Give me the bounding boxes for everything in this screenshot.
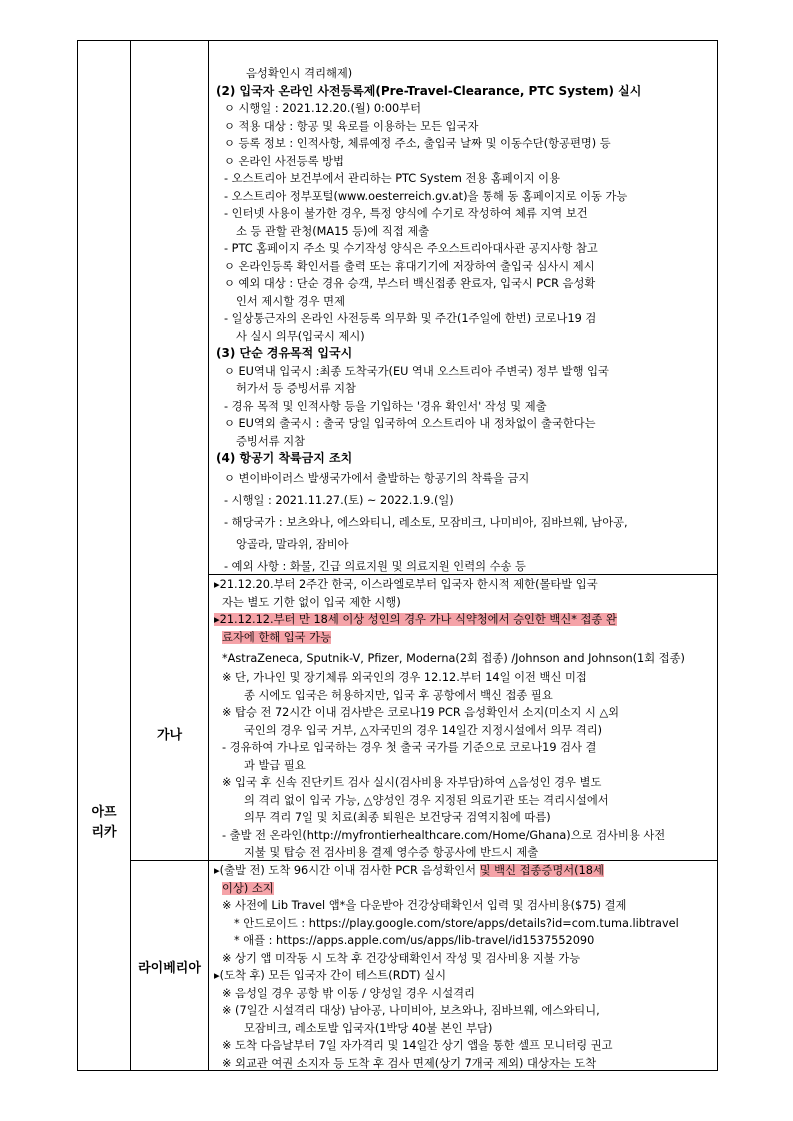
policy-table [77, 40, 718, 1071]
text-line: ※ 탑승 전 72시간 이내 검사받은 코로나19 PCR 음성확인서 소지(미소지 시 △외 [222, 706, 620, 719]
text-line: ㅇ 온라인등록 확인서를 출력 또는 휴대기기에 저장하여 출입국 심사시 제시 [224, 259, 595, 273]
text-line: - 경유하여 가나로 입국하는 경우 첫 출국 국가를 기준으로 코로나19 검사 결 [222, 741, 597, 754]
text-line: ▸(도착 후) 모든 입국자 간이 테스트(RDT) 실시 [214, 969, 446, 982]
text-line: 의무 격리 7일 및 치료(최종 퇴원은 보건당국 검역지침에 따름) [244, 811, 551, 824]
text-line: - 오스트리아 정부포털(www.oesterreich.gv.at)을 통해 동 홈페이지로 이동 가능 [224, 189, 628, 203]
text-line: * 안드로이드 : https://play.google.com/store/apps/details?id=com.tuma.libtravel [234, 916, 679, 930]
text-line: 음성확인시 격리해제) [246, 67, 353, 80]
section-heading: (2) 입국자 온라인 사전등록제(Pre-Travel-Clearance, PTC System) 실시 [216, 83, 642, 98]
text-line: 지불 및 탑승 전 검사비용 결제 영수증 항공사에 반드시 제출 [244, 846, 539, 859]
highlight-text: 이상) 소지 [222, 881, 274, 895]
text-line: ※ 상기 앱 미작동 시 도착 후 건강상태확인서 작성 및 검사비용 지불 가능 [222, 951, 581, 965]
text-line: 증빙서류 지참 [236, 434, 306, 448]
text-line: ※ 단, 가나인 및 장기체류 외국인의 경우 12.12.부터 14일 이전 백신 미접 [222, 671, 587, 684]
highlight-text: 료자에 한해 입국 가능 [222, 630, 331, 644]
text-line-highlight [214, 611, 714, 629]
austria-content [216, 65, 714, 578]
text-line: 소 등 관할 관청(MA15 등)에 직접 제출 [236, 224, 430, 238]
text-line: - 인터넷 사용이 불가한 경우, 특정 양식에 수기로 작성하여 체류 지역 보건 [224, 207, 588, 220]
text-line: ※ 사전에 Lib Travel 앱*을 다운받아 건강상태확인서 입력 및 검사비용($75) 결제 [222, 899, 627, 912]
text-line: 앙골라, 말라위, 잠비아 [236, 537, 349, 551]
ghana-content [214, 576, 714, 862]
liberia-content [214, 862, 714, 1072]
text-line: ※ 도착 다음날부터 7일 자가격리 및 14일간 상기 앱을 통한 셀프 모니터링 권고 [222, 1039, 613, 1052]
text-line: 의 격리 없이 입국 가능, △양성인 경우 지정된 의료기관 또는 격리시설에서 [244, 793, 609, 807]
text-plain: ▸(출발 전) 도착 96시간 이내 검사한 PCR 음성확인서 [214, 864, 480, 877]
text-line: 종 시에도 입국은 허용하지만, 입국 후 공항에서 백신 접종 필요 [244, 688, 553, 702]
text-line: ㅇ EU역외 출국시 : 출국 당일 입국하여 오스트리아 내 정차없이 출국한다는 [224, 417, 596, 430]
column-divider-region [130, 41, 131, 1070]
text-line: - PTC 홈페이지 주소 및 수기작성 양식은 주오스트리아대사관 공지사항 참고 [224, 242, 598, 255]
text-line: ㅇ 적용 대상 : 항공 및 육로를 이용하는 모든 입국자 [224, 119, 479, 133]
text-line: - 해당국가 : 보츠와나, 에스와티니, 레소토, 모잠비크, 나미비아, 짐바브웨, 남아공, [224, 515, 628, 529]
section-heading: (4) 항공기 착륙금지 조치 [216, 451, 353, 465]
text-line: - 시행일 : 2021.11.27.(토) ~ 2022.1.9.(일) [224, 493, 454, 507]
highlight-text: ▸21.12.12.부터 만 18세 이상 성인의 경우 가나 식약청에서 승인한 백신* 접종 완 [214, 613, 617, 626]
text-line-highlight [214, 629, 714, 647]
text-line: 자는 별도 기한 없이 입국 제한 시행) [222, 595, 401, 609]
column-divider-country [208, 41, 209, 1070]
text-line: * 애플 : https://apps.apple.com/us/apps/lib-travel/id1537552090 [234, 934, 595, 947]
country-liberia: 라이베리아 [138, 961, 201, 976]
text-line: ㅇ 시행일 : 2021.12.20.(월) 0:00부터 [224, 102, 422, 115]
section-heading: (3) 단순 경유목적 입국시 [216, 346, 353, 360]
text-line: ▸21.12.20.부터 2주간 한국, 이스라엘로부터 입국자 한시적 제한(몰타발 입국 [214, 578, 598, 591]
text-line: ※ 외교관 여권 소지자 등 도착 후 검사 면제(상기 7개국 제외) 대상자는 도착 [222, 1056, 597, 1070]
text-line: 인서 제시할 경우 면제 [236, 294, 345, 308]
region-africa: 아프 리카 [91, 805, 117, 840]
text-line: - 일상통근자의 온라인 사전등록 의무화 및 주간(1주일에 한번) 코로나19 검 [224, 312, 597, 325]
text-line: ㅇ 온라인 사전등록 방법 [224, 154, 344, 168]
text-line: 과 발급 필요 [244, 758, 306, 772]
text-line: ㅇ 등록 정보 : 인적사항, 체류예정 주소, 출입국 날짜 및 이동수단(항공편명) 등 [224, 137, 611, 150]
text-line: - 예외 사항 : 화물, 긴급 의료지원 및 의료지원 인력의 수송 등 [224, 559, 526, 573]
text-line: 국인의 경우 입국 거부, △자국민의 경우 14일간 지정시설에서 의무 격리) [244, 723, 603, 737]
text-line: - 출발 전 온라인(http://myfrontierhealthcare.com/Home/Ghana)으로 검사비용 사전 [222, 828, 666, 842]
text-line: 모잠비크, 레소토발 입국자(1박당 40불 본인 부담) [244, 1021, 493, 1035]
text-line-highlight [214, 862, 714, 880]
text-line: ㅇ 예외 대상 : 단순 경유 승객, 부스터 백신접종 완료자, 입국시 PCR 음성확 [224, 277, 596, 290]
text-line: 허가서 등 증빙서류 지참 [236, 382, 356, 395]
text-line: - 오스트리아 보건부에서 관리하는 PTC System 전용 홈페이지 이용 [224, 172, 560, 185]
highlight-text: 및 백신 접종증명서(18세 [479, 864, 604, 877]
text-line: 사 실시 의무(입국시 제시) [236, 329, 365, 343]
country-ghana: 가나 [156, 728, 183, 743]
text-line: - 경유 목적 및 인적사항 등을 기입하는 '경유 확인서' 작성 및 제출 [224, 399, 547, 413]
text-line: ※ 입국 후 신속 진단키트 검사 실시(검사비용 자부담)하여 △음성인 경우 별도 [222, 776, 602, 789]
text-line: ※ 음성일 경우 공항 밖 이동 / 양성일 경우 시설격리 [222, 986, 475, 1000]
text-line: ※ (7일간 시설격리 대상) 남아공, 나미비아, 보츠와나, 짐바브웨, 에스와티니, [222, 1004, 600, 1017]
text-line-highlight [214, 880, 714, 898]
text-line: ㅇ EU역내 입국시 :최종 도착국가(EU 역내 오스트리아 주변국) 정부 발행 입국 [224, 364, 609, 378]
text-line: *AstraZeneca, Sputnik-V, Pfizer, Moderna(2회 접종) /Johnson and Johnson(1회 접종) [222, 652, 685, 665]
text-line: ㅇ 변이바이러스 발생국가에서 출발하는 항공기의 착륙을 금지 [224, 471, 530, 485]
